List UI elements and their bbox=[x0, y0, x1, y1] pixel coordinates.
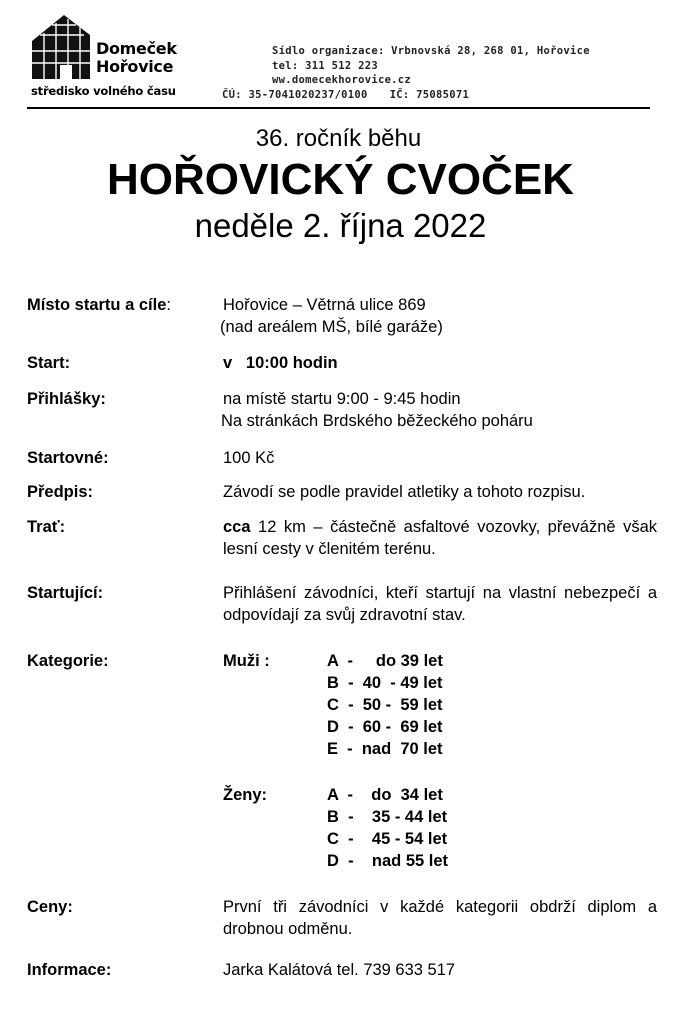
organization-info bbox=[222, 44, 590, 102]
org-address: Sídlo organizace: Vrbnovská 28, 268 01, Hořovice bbox=[272, 45, 590, 57]
logo-name bbox=[96, 40, 177, 76]
place-line1: Hořovice – Větrná ulice 869 bbox=[223, 296, 426, 314]
track-label: Trať: bbox=[27, 518, 66, 536]
event-date: neděle 2. října 2022 bbox=[194, 207, 487, 244]
start-label: Start: bbox=[27, 354, 71, 372]
header-divider bbox=[27, 107, 650, 109]
prizes-label: Ceny: bbox=[27, 898, 73, 916]
women-label: Ženy: bbox=[223, 786, 268, 804]
men-category-2: C - 50 - 59 let bbox=[327, 696, 443, 714]
rules-value: Závodí se podle pravidel atletiky a tohoto rozpisu. bbox=[223, 483, 586, 501]
place-line2: (nad areálem MŠ, bílé garáže) bbox=[220, 318, 443, 336]
place-value bbox=[220, 294, 657, 338]
registration-line1: na místě startu 9:00 - 9:45 hodin bbox=[223, 390, 461, 408]
registration-value bbox=[223, 388, 657, 432]
place-label: Místo startu a cíle: bbox=[27, 296, 171, 314]
registration-label: Přihlášky: bbox=[27, 390, 106, 408]
prizes-value: První tři závodníci v každé kategorii obdrží diplom a drobnou odměnu. bbox=[223, 898, 657, 938]
logo-name-line1: Domeček bbox=[96, 39, 177, 58]
info-label: Informace: bbox=[27, 961, 112, 979]
org-ic: IČ: 75085071 bbox=[389, 88, 470, 101]
men-category-list bbox=[327, 650, 443, 760]
start-value: v 10:00 hodin bbox=[223, 354, 338, 372]
org-tel: tel: 311 512 223 bbox=[272, 59, 378, 72]
registration-line2: Na stránkách Brdského běžeckého poháru bbox=[221, 412, 533, 430]
logo-name-line2: Hořovice bbox=[96, 57, 174, 76]
men-label: Muži : bbox=[223, 652, 270, 670]
org-web: ww.domecekhorovice.cz bbox=[272, 74, 412, 86]
info-value: Jarka Kalátová tel. 739 633 517 bbox=[223, 961, 456, 979]
categories-label: Kategorie: bbox=[27, 652, 109, 670]
starters-value: Přihlášení závodníci, kteří startují na vlastní nebezpečí a odpovídají za svůj zdravotní stav. bbox=[223, 584, 657, 624]
women-category-1: B - 35 - 44 let bbox=[327, 808, 448, 826]
org-cu: ČÚ: 35-7041020237/0100 bbox=[222, 88, 368, 101]
men-category-3: D - 60 - 69 let bbox=[327, 718, 443, 736]
org-ids bbox=[222, 89, 469, 101]
event-name: HOŘOVICKÝ CVOČEK bbox=[107, 155, 574, 204]
rules-label: Předpis: bbox=[27, 483, 94, 501]
house-logo-icon bbox=[30, 15, 98, 81]
track-approx: cca bbox=[223, 518, 251, 536]
track-value bbox=[223, 516, 657, 560]
logo-subtitle: středisko volného času bbox=[31, 84, 176, 98]
men-category-0: A - do 39 let bbox=[327, 652, 443, 670]
men-category-1: B - 40 - 49 let bbox=[327, 674, 443, 692]
starters-label: Startující: bbox=[27, 584, 104, 602]
track-description: 12 km – částečně asfaltové vozovky, převážně však lesní cesty v členitém terénu. bbox=[223, 518, 657, 558]
event-edition: 36. ročník běhu bbox=[255, 125, 422, 152]
fee-value: 100 Kč bbox=[223, 449, 275, 467]
women-category-2: C - 45 - 54 let bbox=[327, 830, 448, 848]
women-category-list bbox=[327, 784, 448, 872]
men-category-4: E - nad 70 let bbox=[327, 740, 443, 758]
women-category-0: A - do 34 let bbox=[327, 786, 443, 804]
fee-label: Startovné: bbox=[27, 449, 109, 467]
title-block bbox=[0, 124, 681, 246]
women-category-3: D - nad 55 let bbox=[327, 852, 449, 870]
